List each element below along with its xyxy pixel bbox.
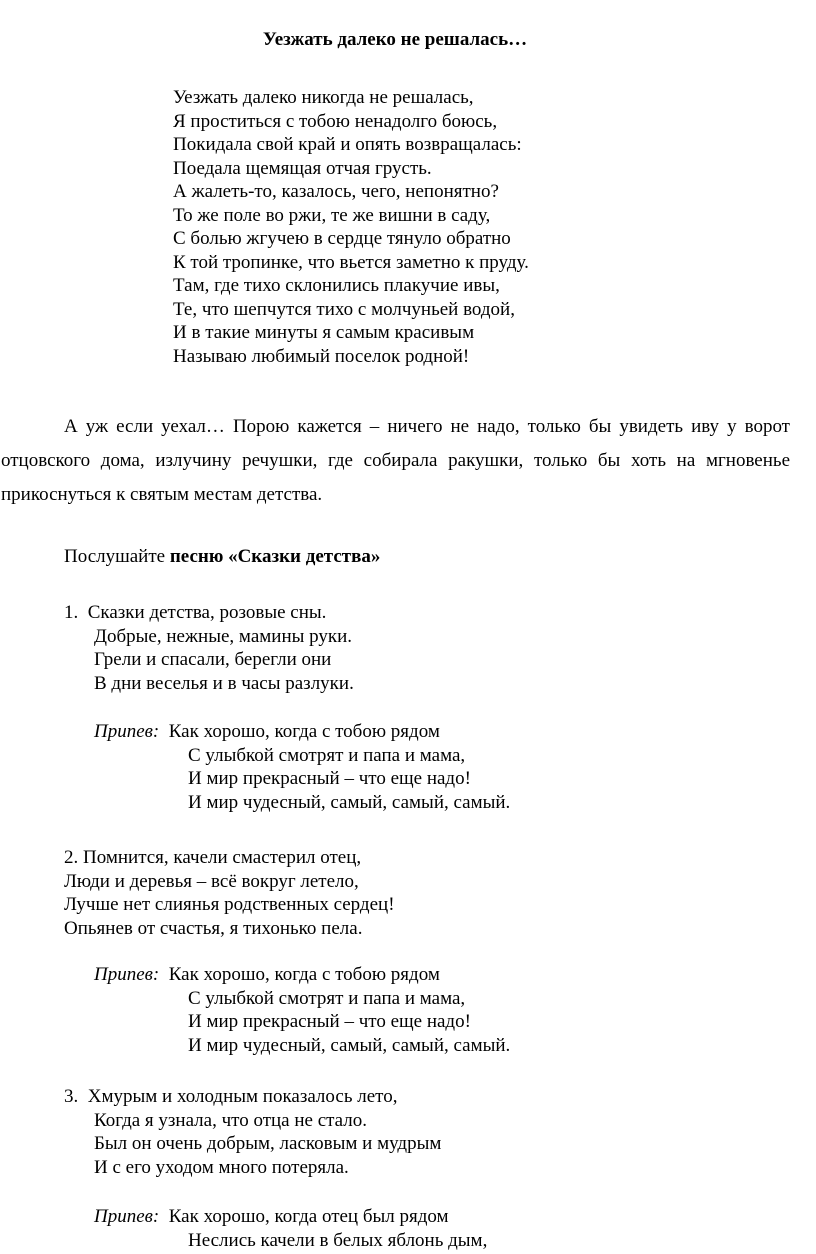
chorus-line-text: Как хорошо, когда с тобою рядом bbox=[168, 721, 440, 742]
chorus-1 bbox=[94, 720, 510, 814]
chorus-line-text: Как хорошо, когда с тобою рядом bbox=[168, 964, 440, 985]
poem-line: И в такие минуты я самым красивым bbox=[173, 322, 475, 343]
verse-line-text: Хмурым и холодным показалось лето, bbox=[87, 1086, 398, 1107]
chorus-line: И мир прекрасный – что еще надо! bbox=[188, 1011, 471, 1032]
verse-line-text: Помнится, качели смастерил отец, bbox=[83, 847, 362, 868]
chorus-line: И мир чудесный, самый, самый, самый. bbox=[188, 791, 511, 813]
verse-number: 3. bbox=[64, 1086, 79, 1107]
chorus-line bbox=[94, 1205, 487, 1229]
chorus-label: Припев: bbox=[94, 1206, 160, 1227]
verse-number: 1. bbox=[64, 602, 79, 623]
verse-line: Опьянев от счастья, я тихонько пела. bbox=[64, 917, 363, 939]
poem-line: Покидала свой край и опять возвращалась: bbox=[173, 134, 522, 155]
chorus-line bbox=[94, 720, 510, 744]
poem-line: С болью жгучею в сердце тянуло обратно bbox=[173, 228, 511, 249]
chorus-label: Припев: bbox=[94, 964, 160, 985]
verse-line bbox=[64, 1085, 441, 1109]
verse-line-text: Сказки детства, розовые сны. bbox=[87, 602, 327, 623]
verse-line: Добрые, нежные, мамины руки. bbox=[94, 625, 353, 647]
poem-line: Поедала щемящая отчая грусть. bbox=[173, 157, 432, 179]
verse-number: 2. bbox=[64, 847, 79, 868]
poem bbox=[173, 86, 529, 368]
chorus-line: С улыбкой смотрят и папа и мама, bbox=[188, 987, 466, 1009]
song-title: песню «Сказки детства» bbox=[169, 546, 381, 567]
verse-2 bbox=[64, 846, 395, 940]
chorus-line: Неслись качели в белых яблонь дым, bbox=[188, 1229, 488, 1251]
poem-line: Уезжать далеко никогда не решалась, bbox=[173, 87, 474, 108]
listen-line bbox=[64, 545, 380, 569]
chorus-line bbox=[94, 963, 510, 987]
verse-line bbox=[64, 846, 395, 870]
chorus-3 bbox=[94, 1205, 487, 1252]
verse-line: Был он очень добрым, ласковым и мудрым bbox=[94, 1133, 442, 1154]
poem-line: То же поле во ржи, те же вишни в саду, bbox=[173, 204, 491, 226]
verse-line: И с его уходом много потеряла. bbox=[94, 1156, 349, 1178]
poem-line: Те, что шепчутся тихо с молчуньей водой, bbox=[173, 298, 515, 320]
verse-line bbox=[64, 601, 354, 625]
verse-line: Лучше нет слиянья родственных сердец! bbox=[64, 894, 395, 915]
verse-line: В дни веселья и в часы разлуки. bbox=[94, 672, 354, 694]
chorus-label: Припев: bbox=[94, 721, 160, 742]
verse-line: Когда я узнала, что отца не стало. bbox=[94, 1109, 368, 1131]
poem-line: А жалеть-то, казалось, чего, непонятно? bbox=[173, 181, 499, 202]
chorus-line-text: Как хорошо, когда отец был рядом bbox=[168, 1206, 449, 1227]
page-title: Уезжать далеко не решалась… bbox=[262, 29, 528, 50]
listen-prefix: Послушайте bbox=[64, 546, 170, 567]
chorus-2 bbox=[94, 963, 510, 1057]
prose-paragraph: А уж если уехал… Порою кажется – ничего не надо, только бы увидеть иву у ворот отцовского дома, излучину речушки, где собирала ракушки, только бы хоть на мгновенье прикоснуться к святым местам детства. bbox=[1, 416, 790, 505]
poem-line: К той тропинке, что вьется заметно к пруду. bbox=[173, 251, 529, 273]
verse-3 bbox=[64, 1085, 441, 1179]
chorus-line: И мир прекрасный – что еще надо! bbox=[188, 768, 471, 789]
verse-line: Грели и спасали, берегли они bbox=[94, 649, 332, 670]
poem-line: Там, где тихо склонились плакучие ивы, bbox=[173, 275, 500, 296]
verse-line: Люди и деревья – всё вокруг летело, bbox=[64, 870, 359, 892]
poem-line: Я проститься с тобою ненадолго боюсь, bbox=[173, 110, 498, 132]
poem-line: Называю любимый поселок родной! bbox=[173, 345, 470, 367]
verse-1 bbox=[64, 601, 354, 695]
chorus-line: И мир чудесный, самый, самый, самый. bbox=[188, 1034, 511, 1056]
chorus-line: С улыбкой смотрят и папа и мама, bbox=[188, 744, 466, 766]
